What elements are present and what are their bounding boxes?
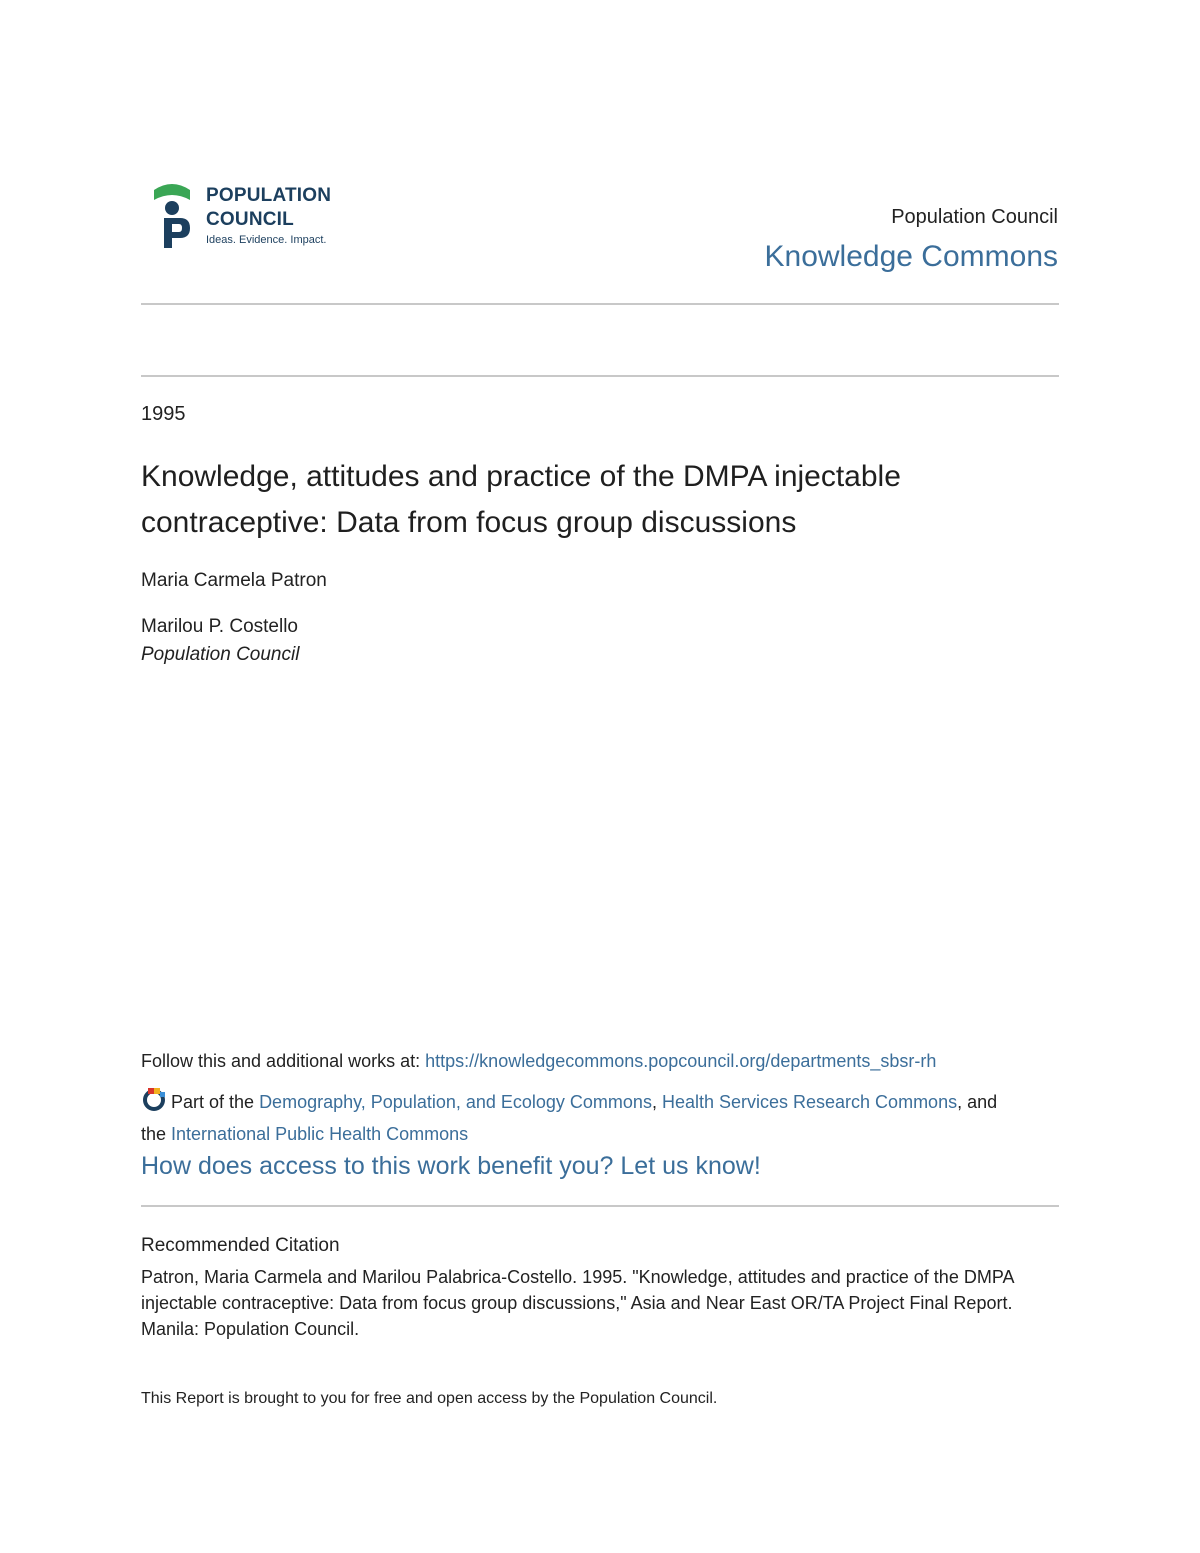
international-health-commons-link[interactable]: International Public Health Commons (171, 1124, 469, 1144)
logo-word-council: COUNCIL (206, 209, 294, 230)
author-name: Marilou P. Costello (141, 616, 299, 637)
follow-line (141, 1051, 936, 1072)
demography-commons-link[interactable]: Demography, Population, and Ecology Commons (259, 1092, 652, 1112)
separator: , (651, 1092, 662, 1112)
document-title: Knowledge, attitudes and practice of the DMPA injectable contraceptive: Data from focus group discussions (141, 460, 901, 539)
department-url-link[interactable]: https://knowledgecommons.popcouncil.org/departments_sbsr-rh (425, 1051, 937, 1071)
title-divider (141, 375, 1059, 377)
author-affiliation: Population Council (141, 644, 300, 665)
logo-tagline: Ideas. Evidence. Impact. (206, 234, 327, 246)
logo-word-population: POPULATION (206, 185, 332, 206)
publication-year: 1995 (141, 403, 186, 425)
citation-text: Patron, Maria Carmela and Marilou Palabrica-Costello. 1995. "Knowledge, attitudes and practice of the DMPA injectable contraceptive: Data from focus group discussions," Asia and Near East OR/TA Project Final Report. Manila: Population Council. (141, 1267, 1014, 1339)
separator: , and (957, 1092, 998, 1112)
header-org-name: Population Council (891, 206, 1058, 228)
part-of-line (141, 1086, 1071, 1150)
open-access-note: This Report is brought to you for free and open access by the Population Council. (141, 1390, 718, 1407)
logo-wordmark (206, 184, 331, 247)
knowledge-commons-link[interactable]: Knowledge Commons (764, 240, 1058, 273)
part-of-prefix: Part of the (171, 1092, 260, 1112)
follow-prefix: Follow this and additional works at: (141, 1051, 426, 1071)
bepress-commons-icon (141, 1086, 167, 1112)
the-prefix: the (141, 1124, 172, 1144)
health-services-commons-link[interactable]: Health Services Research Commons (661, 1092, 958, 1112)
author-name: Maria Carmela Patron (141, 570, 327, 591)
citation-heading: Recommended Citation (141, 1235, 340, 1256)
citation-divider (141, 1205, 1059, 1207)
feedback-link[interactable]: How does access to this work benefit you? Let us know! (141, 1152, 761, 1180)
header-divider (141, 303, 1059, 305)
